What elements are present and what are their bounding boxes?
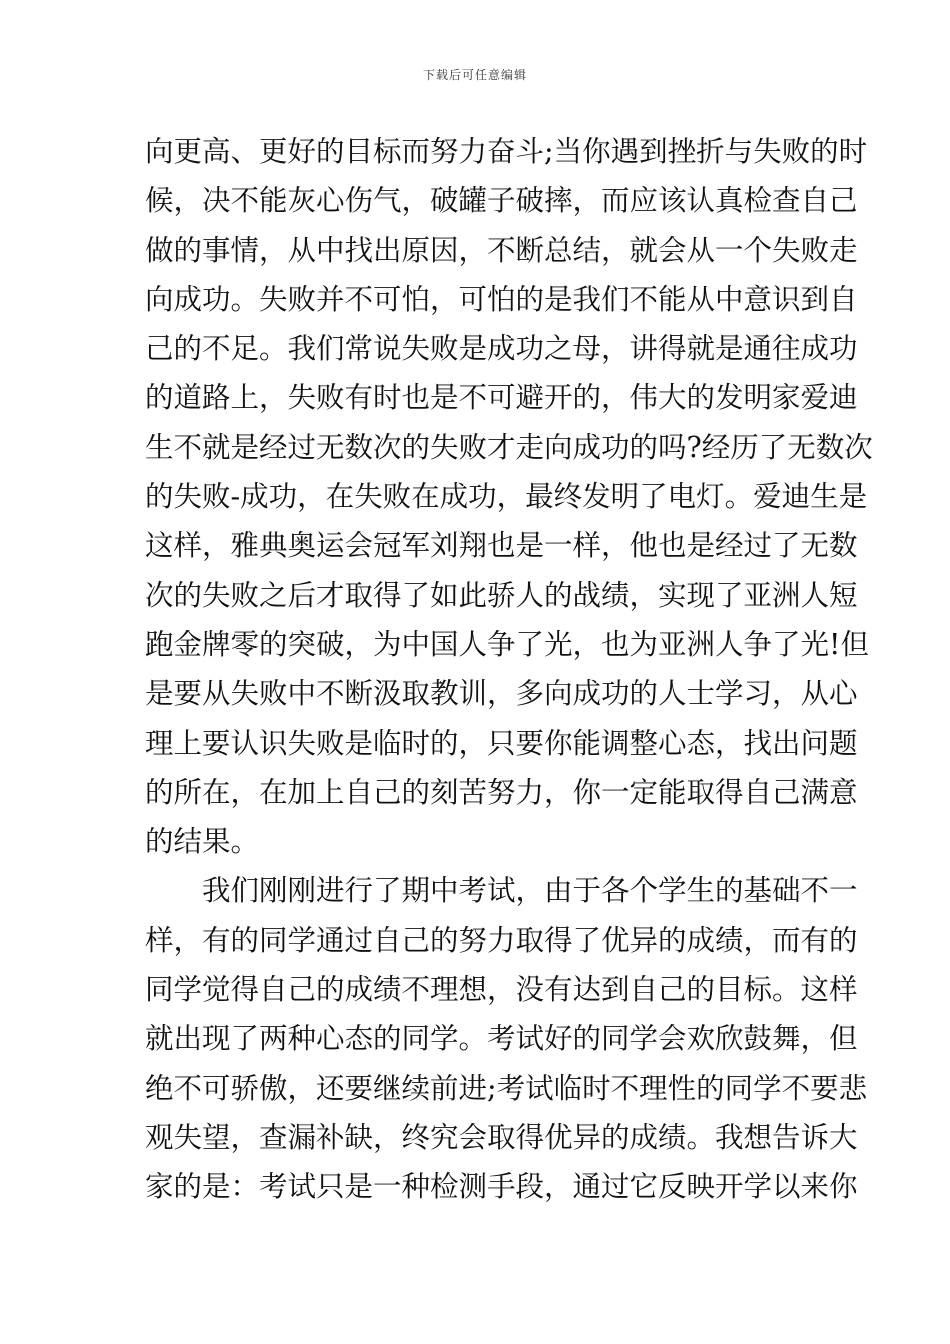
text-line: 这样，雅典奥运会冠军刘翔也是一样，他也是经过了无数 [145,529,858,563]
text-line: 的失败-成功，在失败在成功，最终发明了电灯。爱迪生是 [145,480,868,514]
text-line: 的结果。 [145,825,260,859]
text-line: 观失望，查漏补缺，终究会取得优异的成绩。我想告诉大 [145,1120,858,1154]
text-line: 绝不可骄傲，还要继续前进;考试临时不理性的同学不要悲 [145,1071,868,1105]
text-line: 做的事情，从中找出原因，不断总结，就会从一个失败走 [145,233,858,267]
text-line: 家的是：考试只是一种检测手段，通过它反映开学以来你 [145,1170,858,1204]
text-line: 我们刚刚进行了期中考试，由于各个学生的基础不一 [145,874,858,908]
header-note: 下载后可任意编辑 [422,68,527,82]
body-text [145,127,873,1212]
text-line: 候，决不能灰心伤气，破罐子破摔，而应该认真检查自己 [145,184,858,218]
text-line: 生不就是经过无数次的失败才走向成功的吗?经历了无数次 [145,430,873,464]
text-line: 的道路上，失败有时也是不可避开的，伟大的发明家爱迪 [145,381,858,415]
text-line: 同学觉得自己的成绩不理想，没有达到自己的目标。这样 [145,973,858,1007]
text-line: 就出现了两种心态的同学。考试好的同学会欢欣鼓舞，但 [145,1022,858,1056]
text-line: 是要从失败中不断汲取教训，多向成功的人士学习，从心 [145,677,858,711]
text-line: 己的不足。我们常说失败是成功之母，讲得就是通往成功 [145,332,858,366]
text-line: 次的失败之后才取得了如此骄人的战绩，实现了亚洲人短 [145,578,858,612]
text-line: 理上要认识失败是临时的，只要你能调整心态，找出问题 [145,726,858,760]
text-line: 向成功。失败并不可怕，可怕的是我们不能从中意识到自 [145,282,858,316]
text-line: 跑金牌零的突破，为中国人争了光，也为亚洲人争了光!但 [145,627,869,661]
text-line: 向更高、更好的目标而努力奋斗;当你遇到挫折与失败的时 [145,135,868,168]
text-line: 样，有的同学通过自己的努力取得了优异的成绩，而有的 [145,923,858,957]
text-line: 的所在，在加上自己的刻苦努力，你一定能取得自己满意 [145,775,858,809]
